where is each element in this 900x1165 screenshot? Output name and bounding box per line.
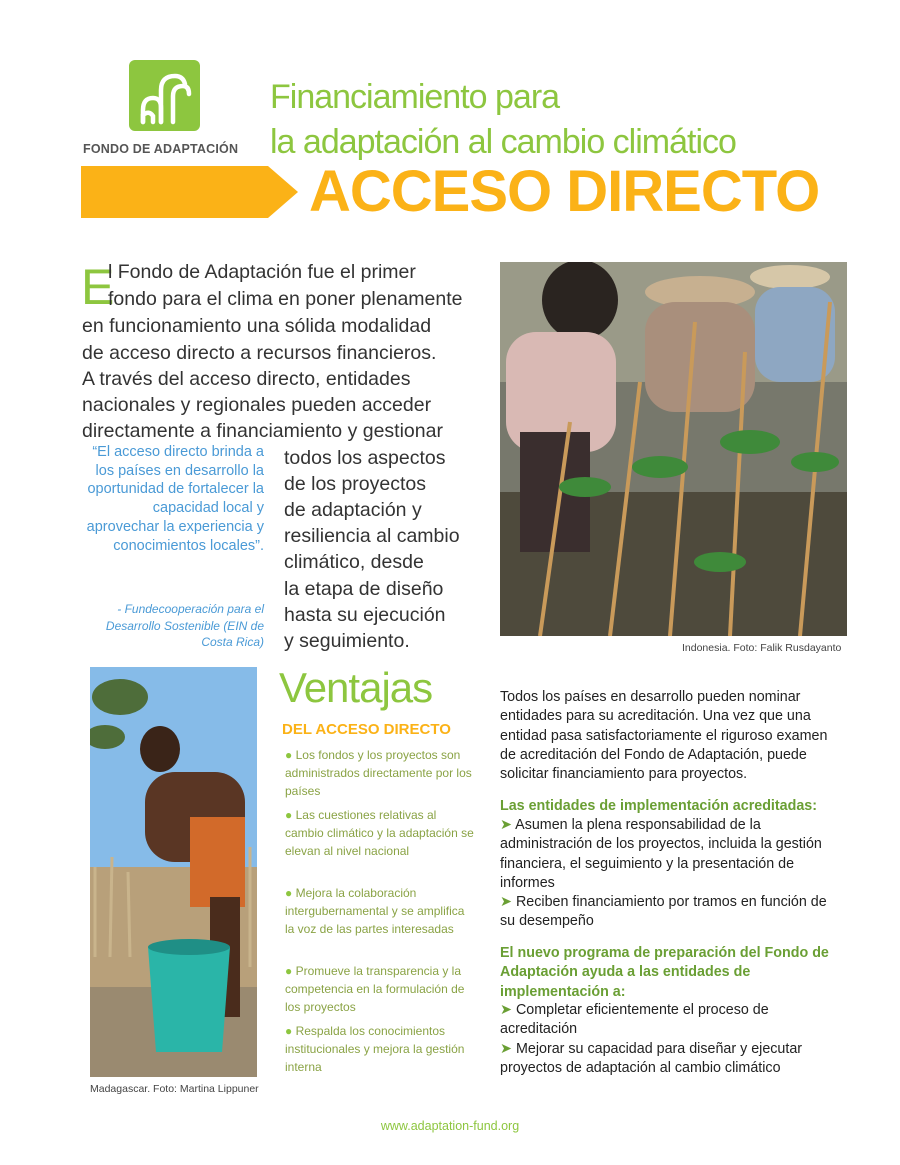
intro-line: nacionales y regionales pueden acceder (82, 394, 432, 416)
bullet-text: Mejora la colaboración intergubernamental y se amplifica la voz de las partes interesadas (285, 886, 465, 936)
intro-line: todos los aspectos (284, 447, 446, 469)
intro-line: en funcionamiento una sólida modalidad (82, 315, 432, 337)
readiness-heading: El nuevo programa de preparación del Fondo de Adaptación ayuda a las entidades de implementación a: (500, 945, 829, 1000)
bullet-icon: ● (285, 748, 293, 762)
accreditation-intro: Todos los países en desarrollo pueden nominar entidades para su acreditación. Una vez que una entidad pasa satisfactoriamente el riguroso examen de acreditación del Fondo de Adaptación, puede solicitar financiamiento para proyectos. (500, 689, 828, 783)
logo-name: FONDO DE ADAPTACIÓN (83, 142, 239, 156)
madagascar-photo (90, 667, 257, 1077)
list-item (500, 1040, 845, 1079)
bullet-icon: ● (285, 964, 293, 978)
list-item (285, 746, 475, 800)
intro-line: de acceso directo a recursos financieros. (82, 342, 437, 364)
intro-line: fondo para el clima en poner plenamente (108, 288, 463, 310)
list-item (285, 806, 475, 860)
indonesia-caption: Indonesia. Foto: Falik Rusdayanto (682, 642, 842, 654)
intro-line: climático, desde (284, 551, 424, 573)
list-item (500, 1001, 845, 1040)
quote-source: - Fundecooperación para el Desarrollo Sostenible (EIN de Costa Rica) (105, 602, 264, 649)
indonesia-photo (500, 262, 847, 636)
title-line-1: Financiamiento para (270, 78, 560, 116)
bullet-text: Los fondos y los proyectos son administrados directamente por los países (285, 748, 472, 798)
item-text: Completar eficientemente el proceso de acreditación (500, 1002, 769, 1038)
pull-quote: “El acceso directo brinda a los países en desarrollo la oportunidad de fortalecer la capacidad local y aprovechar la experiencia y conocimientos locales”. (86, 444, 264, 554)
title-arrow-head-icon (268, 166, 298, 218)
bullet-icon: ● (285, 1024, 293, 1038)
intro-line: A través del acceso directo, entidades (82, 368, 411, 390)
arrow-bullet-icon: ➤ (500, 894, 512, 910)
intro-line: resiliencia al cambio (284, 525, 460, 547)
intro-line: l Fondo de Adaptación fue el primer (108, 261, 416, 283)
logo-icon (129, 60, 200, 131)
bullet-text: Las cuestiones relativas al cambio climático y la adaptación se elevan al nivel nacional (285, 808, 474, 858)
ventajas-title: Ventajas (279, 664, 433, 711)
list-item (500, 816, 845, 893)
intro-dropcap: E (81, 259, 115, 315)
footer-url-link[interactable]: www.adaptation-fund.org (380, 1119, 520, 1133)
arrow-bullet-icon: ➤ (500, 1002, 512, 1018)
intro-line: hasta su ejecución (284, 604, 446, 626)
intro-line: la etapa de diseño (284, 578, 444, 600)
intro-line: de adaptación y (284, 499, 422, 521)
bullet-text: Promueve la transparencia y la competencia en la formulación de los proyectos (285, 964, 465, 1014)
item-text: Reciben financiamiento por tramos en función de su desempeño (500, 894, 827, 930)
bullet-icon: ● (285, 886, 293, 900)
entities-heading: Las entidades de implementación acreditadas: (500, 798, 818, 814)
bullet-icon: ● (285, 808, 293, 822)
bullet-text: Respalda los conocimientos institucionales y mejora la gestión interna (285, 1024, 465, 1074)
title-arrow-bar (81, 166, 268, 218)
ventajas-subtitle: DEL ACCESO DIRECTO (282, 721, 451, 738)
intro-line: de los proyectos (284, 473, 426, 495)
item-text: Asumen la plena responsabilidad de la administración de los proyectos, incluida la gestión financiera, el seguimiento y la presentación de informes (500, 817, 822, 891)
title-line-2: la adaptación al cambio climático (270, 123, 736, 161)
item-text: Mejorar su capacidad para diseñar y ejecutar proyectos de adaptación al cambio climático (500, 1041, 803, 1077)
arrow-bullet-icon: ➤ (500, 817, 512, 833)
list-item (285, 962, 475, 1016)
intro-line: directamente a financiamiento y gestionar (82, 420, 443, 442)
main-title: ACCESO DIRECTO (309, 159, 820, 224)
madagascar-caption: Madagascar. Foto: Martina Lippuner (90, 1083, 259, 1095)
intro-line: y seguimiento. (284, 630, 410, 652)
list-item (285, 884, 475, 938)
arrow-bullet-icon: ➤ (500, 1041, 512, 1057)
list-item (500, 893, 845, 932)
list-item (285, 1022, 475, 1076)
